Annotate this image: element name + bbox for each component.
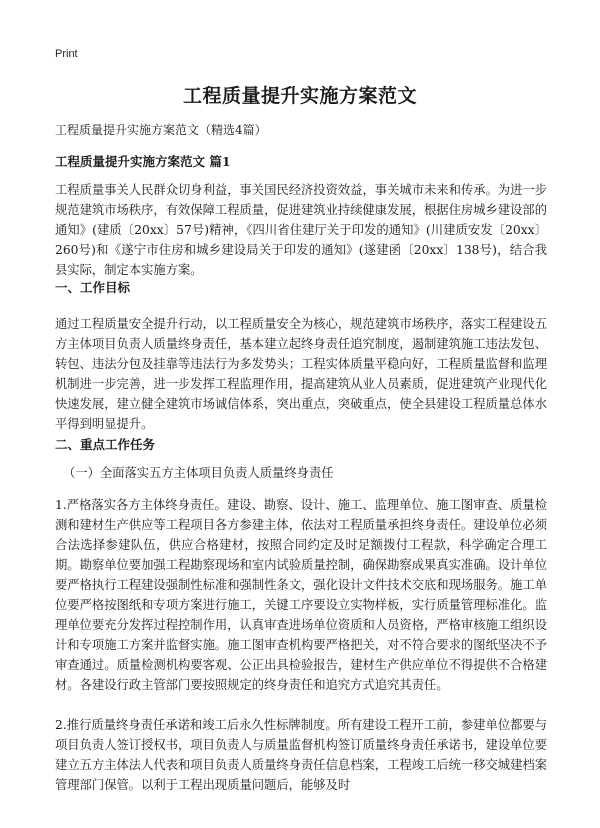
intro-paragraph: 工程质量事关人民群众切身利益，事关国民经济投资效益，事关城市未来和传承。为进一步规范建筑市场秩序，有效保障工程质量，促进建筑业持续健康发展，根据住房城乡建设部的通知》(建质〔20xx〕57号)精神，《四川省住建厅关于印发的通知》(川建质安发〔20xx〕260号)和《遂宁市住房和城乡建设局关于印发的通知》(遂建函〔20xx〕138号)，结合我县实际，制定本实施方案。 (55, 183, 547, 277)
section-heading: 工程质量提升实施方案范文 篇1 (55, 154, 231, 169)
document-subtitle: 工程质量提升实施方案范文（精选4篇） (55, 123, 267, 137)
heading-tasks: 二、重点工作任务 (55, 437, 156, 452)
item-1-paragraph: 1.严格落实各方主体终身责任。建设、勘察、设计、施工、监理单位、施工图审查、质量检测和建材生产供应等工程项目各方参建主体，依法对工程质量承担终身责任。建设单位必须合法选择参建队伍，供应合格建材，按照合同约定及时足额拨付工程款，科学确定合理工期。勘察单位要加强工程勘察现场和室内试验质量控制，确保勘察成果真实准确。设计单位要严格执行工程建设强制性标准和强制性条文，强化设计文件技术交底和现场服务。施工单位要严格按图纸和专项方案进行施工，关键工序要设立实物样板，实行质量管理标准化。监理单位要充分发挥过程控制作用，认真审查进场单位资质和人员资格，严格审核施工组织设计和专项施工方案并监督实施。施工图审查机构要严格把关，对不符合要求的图纸坚决不予审查通过。质量检测机构要客观、公正出具检验报告，建材生产供应单位不得提供不合格建材。各建设行政主管部门要按照规定的终身责任和追究方式追究其责任。 (55, 498, 547, 692)
print-label[interactable]: Print (55, 48, 78, 60)
heading-goal: 一、工作目标 (55, 280, 131, 295)
subheading-responsibility: （一）全面落实五方主体项目负责人质量终身责任 (63, 466, 334, 480)
item-2-paragraph: 2.推行质量终身责任承诺和竣工后永久性标牌制度。所有建设工程开工前，参建单位都要与项目负责人签订授权书，项目负责人与质量监督机构签订质量终身责任承诺书，建设单位要建立五方主体法人代表和项目负责人质量终身责任信息档案，工程竣工后统一移交城建档案管理部门保管。以利于工程出现质量问题后，能够及时 (55, 718, 547, 792)
goal-paragraph: 通过工程质量安全提升行动，以工程质量安全为核心，规范建筑市场秩序，落实工程建设五方主体项目负责人质量终身责任，基本建立起终身责任追究制度，遏制建筑施工违法发包、转包、违法分包及挂靠等违法行为多发势头；工程实体质量平稳向好，工程质量监督和监理机制进一步完善，进一步发挥工程监理作用，提高建筑从业人员素质，促进建筑产业现代化快速发展，建立健全建筑市场诚信体系，突出重点，突破重点，使全县建设工程质量总体水平得到明显提升。 (55, 317, 547, 431)
document-title: 工程质量提升实施方案范文 (182, 85, 417, 107)
